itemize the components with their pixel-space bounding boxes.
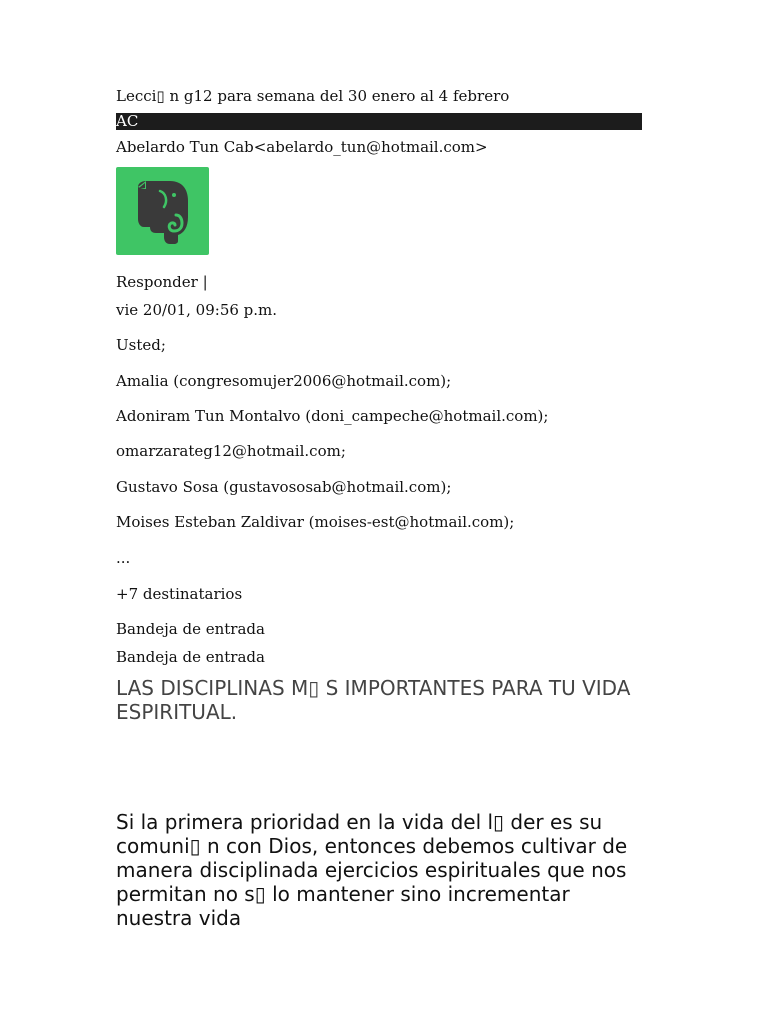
recipient-item[interactable]: Gustavo Sosa (gustavososab@hotmail.com); [116, 478, 452, 496]
folder-label: Bandeja de entrada [116, 620, 265, 638]
recipient-item[interactable]: omarzarateg12@hotmail.com; [116, 442, 346, 460]
recipient-item[interactable]: Moises Esteban Zaldivar (moises-est@hotmail.com); [116, 513, 515, 531]
folder-label: Bandeja de entrada [116, 648, 265, 666]
email-subject: Lecci▯ n g12 para semana del 30 enero al 4 febrero [116, 87, 510, 105]
content-paragraph: Si la primera prioridad en la vida del l▯ der es su comuni▯ n con Dios, entonces debemos cultivar de manera disciplinada ejercicios espirituales que nos permitan no s▯ lo mantener sino incrementar nuestra vida [116, 810, 628, 930]
more-recipients-link[interactable]: +7 destinatarios [116, 585, 243, 603]
email-date: vie 20/01, 09:56 p.m. [116, 301, 278, 319]
content-heading: LAS DISCIPLINAS M▯ S IMPORTANTES PARA TU VIDA ESPIRITUAL. [116, 676, 631, 724]
reply-link[interactable]: Responder | [116, 273, 208, 291]
recipient-item[interactable]: Amalia (congresomujer2006@hotmail.com); [116, 372, 452, 390]
evernote-logo [116, 167, 209, 255]
evernote-elephant-icon [130, 177, 194, 245]
recipients-ellipsis: ... [116, 549, 131, 567]
sender-address[interactable]: Abelardo Tun Cab<abelardo_tun@hotmail.com> [116, 138, 488, 156]
recipient-item: Usted; [116, 336, 166, 354]
sender-initials-bar: AC [116, 113, 642, 130]
recipient-item[interactable]: Adoniram Tun Montalvo (doni_campeche@hotmail.com); [116, 407, 549, 425]
